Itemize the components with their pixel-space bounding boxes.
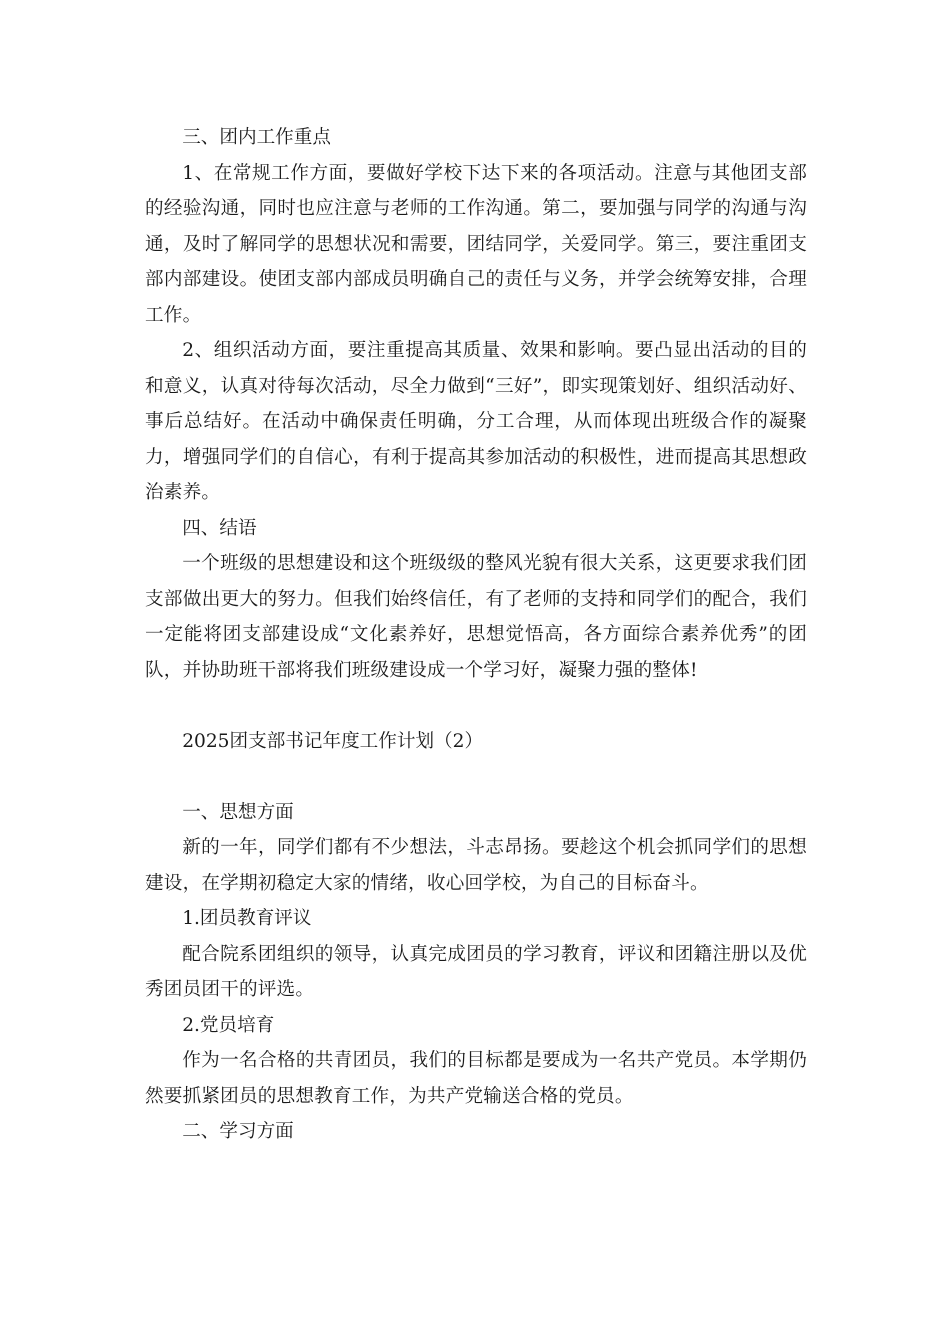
section-heading-4: 四、结语 <box>182 517 257 539</box>
item2-paragraph: 作为一名合格的共青团员，我们的目标都是要成为一名共产党员。本学期仍然要抓紧团员的思想教育工作，为共产党输送合格的党员。 <box>145 1050 807 1107</box>
section-heading-1: 一、思想方面 <box>182 801 294 823</box>
item1-paragraph: 配合院系团组织的领导，认真完成团员的学习教育，评议和团籍注册以及优秀团员团干的评选。 <box>145 943 807 1000</box>
item-heading-2: 2.党员培育 <box>182 1014 275 1036</box>
section4-paragraph-1: 一个班级的思想建设和这个班级级的整风光貌有很大关系，这更要求我们团支部做出更大的努力。但我们始终信任，有了老师的支持和同学们的配合，我们一定能将团支部建设成“文化素养好，思想觉悟高，各方面综合素养优秀”的团队，并协助班干部将我们班级建设成一个学习好，凝聚力强的整体! <box>145 553 807 681</box>
section-heading-3: 三、团内工作重点 <box>182 127 331 148</box>
document-page <box>145 120 807 1150</box>
document-title: 2025团支部书记年度工作计划（2） <box>182 731 484 752</box>
section1-paragraph-1: 新的一年，同学们都有不少想法，斗志昂扬。要趁这个机会抓同学们的思想建设，在学期初稳定大家的情绪，收心回学校，为自己的目标奋斗。 <box>145 837 807 894</box>
spacer <box>145 760 807 795</box>
item-heading-1: 1.团员教育评议 <box>182 908 312 929</box>
section3-paragraph-2: 2、组织活动方面，要注重提高其质量、效果和影响。要凸显出活动的目的和意义，认真对待每次活动，尽全力做到“三好”，即实现策划好、组织活动好、事后总结好。在活动中确保责任明确，分工合理，从而体现出班级合作的凝聚力，增强同学们的自信心，有利于提高其参加活动的积极性，进而提高其思想政治素养。 <box>145 340 807 503</box>
section-heading-2: 二、学习方面 <box>182 1121 294 1142</box>
spacer <box>145 688 807 724</box>
section3-paragraph-1: 1、在常规工作方面，要做好学校下达下来的各项活动。注意与其他团支部的经验沟通，同时也应注意与老师的工作沟通。第二，要加强与同学的沟通与沟通，及时了解同学的思想状况和需要，团结同学，关爱同学。第三，要注重团支部内部建设。使团支部内部成员明确自己的责任与义务，并学会统筹安排，合理工作。 <box>145 162 807 326</box>
